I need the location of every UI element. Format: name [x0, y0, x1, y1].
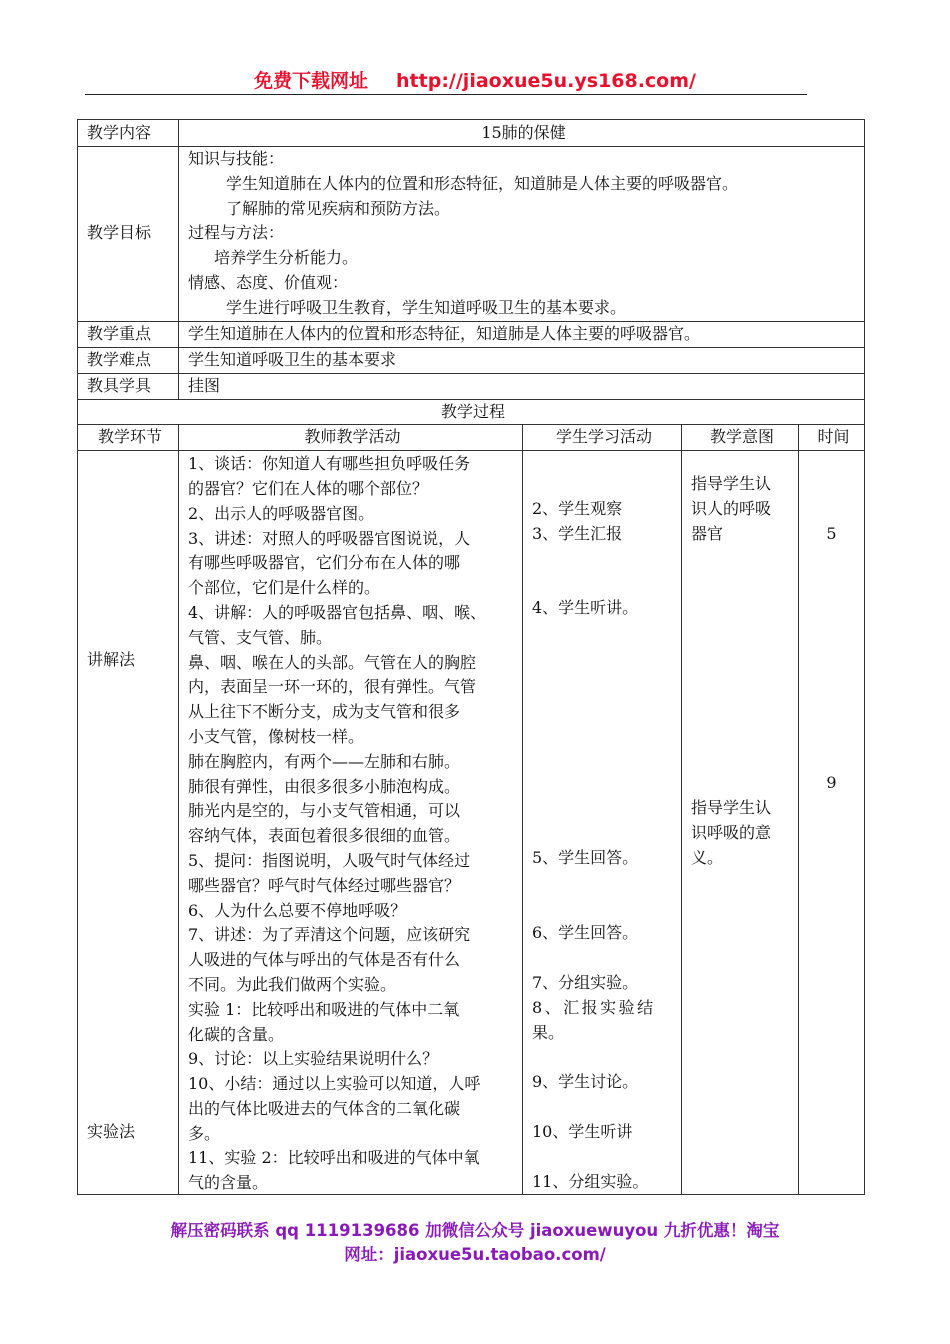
emotion-title: 情感、态度、价值观：: [188, 272, 349, 292]
intent-line: 识人的呼吸: [691, 499, 772, 519]
col-header-time: 时间: [799, 425, 865, 451]
tools-label: 教具学具: [78, 373, 179, 399]
teacher-line: 肺在胸腔内，有两个——左肺和右肺。: [188, 751, 461, 771]
knowledge-line-2: 了解肺的常见疾病和预防方法。: [226, 198, 451, 218]
teacher-line: 4、讲解：人的呼吸器官包括鼻、咽、喉、: [188, 602, 487, 622]
phase-cell: [78, 451, 179, 1195]
tools-text: 挂图: [179, 373, 865, 399]
time-value: 5: [826, 524, 837, 544]
difficulty-text: 学生知道呼吸卫生的基本要求: [179, 347, 865, 373]
time-value: 9: [826, 773, 837, 793]
student-item: 10、学生听讲: [532, 1122, 633, 1142]
intent-line: 指导学生认: [691, 798, 772, 818]
student-item: 6、学生回答。: [532, 923, 639, 943]
intent-line: 器官: [691, 524, 724, 544]
emotion-line-1: 学生进行呼吸卫生教育，学生知道呼吸卫生的基本要求。: [226, 297, 627, 317]
teacher-line: 2、出示人的呼吸器官图。: [188, 503, 375, 523]
student-item: 8、汇报实验结: [532, 998, 656, 1018]
knowledge-title: 知识与技能：: [188, 149, 285, 168]
intent-cell: [682, 451, 799, 1195]
phase-lecture: 讲解法: [87, 650, 136, 670]
col-header-intent: 教学意图: [682, 425, 799, 451]
download-banner: [0, 66, 950, 93]
process-line-1: 培养学生分析能力。: [214, 248, 359, 268]
tools-row: [78, 373, 865, 399]
student-item: 11、分组实验。: [532, 1172, 649, 1192]
focus-label: 教学重点: [78, 321, 179, 347]
teacher-line: 容纳气体，表面包着很多很细的血管。: [188, 826, 461, 846]
lesson-title: 15肺的保健: [179, 120, 865, 147]
student-item: 7、分组实验。: [532, 973, 639, 993]
teacher-line: 出的气体比吸进去的气体含的二氧化碳: [188, 1098, 461, 1118]
col-header-teacher: 教师教学活动: [179, 425, 523, 451]
col-header-student: 学生学习活动: [523, 425, 682, 451]
student-item: 3、学生汇报: [532, 524, 623, 544]
phase-experiment: 实验法: [87, 1122, 136, 1142]
teacher-line: 3、讲述：对照人的呼吸器官图说说，人: [188, 528, 471, 548]
goals-cell: [179, 147, 865, 322]
teacher-line: 鼻、咽、喉在人的头部。气管在人的胸腔: [188, 652, 477, 672]
goals-label: 教学目标: [78, 147, 179, 322]
student-item: 果。: [532, 1023, 565, 1043]
teacher-line: 肺很有弹性，由很多很多小肺泡构成。: [188, 776, 461, 796]
process-title: 过程与方法：: [188, 223, 285, 243]
teacher-line: 的器官？它们在人体的哪个部位？: [188, 478, 429, 498]
teacher-line: 小支气管，像树枝一样。: [188, 726, 365, 746]
teacher-line: 10、小结：通过以上实验可以知道，人呼: [188, 1074, 481, 1094]
teacher-line: 9、讨论：以上实验结果说明什么？: [188, 1049, 439, 1069]
download-label: 免费下载网址: [254, 70, 369, 92]
knowledge-line-1: 学生知道肺在人体内的位置和形态特征，知道肺是人体主要的呼吸器官。: [226, 173, 739, 193]
time-cell: [799, 451, 865, 1195]
student-item: 9、学生讨论。: [532, 1072, 639, 1092]
footer-promo: [0, 1219, 950, 1267]
teacher-activity: [188, 452, 517, 1196]
teacher-line: 个部位，它们是什么样的。: [188, 578, 381, 598]
student-cell: [523, 451, 682, 1195]
teacher-line: 有哪些呼吸器官，它们分布在人体的哪: [188, 553, 461, 573]
teacher-line: 实验 1：比较呼出和吸进的气体中二氧: [188, 999, 460, 1019]
intent-line: 义。: [691, 848, 724, 868]
teacher-line: 11、实验 2：比较呼出和吸进的气体中氧: [188, 1148, 480, 1168]
teacher-cell: [179, 451, 523, 1195]
intent-line: 指导学生认: [691, 474, 772, 494]
focus-row: [78, 321, 865, 347]
teacher-line: 不同。为此我们做两个实验。: [188, 974, 397, 994]
download-url-link[interactable]: http://jiaoxue5u.ys168.com/: [396, 70, 696, 92]
teacher-line: 气的含量。: [188, 1173, 269, 1193]
content-label: 教学内容: [78, 120, 179, 147]
student-item: 4、学生听讲。: [532, 598, 639, 618]
process-heading: 教学过程: [78, 399, 865, 425]
footer-line-2: 网址：jiaoxue5u.taobao.com/: [344, 1245, 606, 1264]
teacher-line: 人吸进的气体与呼出的气体是否有什么: [188, 950, 461, 970]
teacher-line: 化碳的含量。: [188, 1024, 285, 1044]
column-header-row: [78, 425, 865, 451]
difficulty-label: 教学难点: [78, 347, 179, 373]
teacher-line: 哪些器官？呼气时气体经过哪些器官？: [188, 875, 461, 895]
teacher-line: 1、谈话：你知道人有哪些担负呼吸任务: [188, 454, 471, 474]
student-item: 5、学生回答。: [532, 848, 639, 868]
difficulty-row: [78, 347, 865, 373]
teacher-line: 7、讲述：为了弄清这个问题，应该研究: [188, 925, 471, 945]
col-header-phase: 教学环节: [78, 425, 179, 451]
process-body-row: [78, 451, 865, 1195]
teacher-line: 气管、支气管、肺。: [188, 627, 333, 647]
lesson-plan-table: [77, 119, 865, 1195]
teacher-line: 多。: [188, 1123, 221, 1143]
student-item: 2、学生观察: [532, 499, 623, 519]
intent-line: 识呼吸的意: [691, 823, 772, 843]
teacher-line: 从上往下不断分支，成为支气管和很多: [188, 702, 461, 722]
footer-line-1: 解压密码联系 qq 1119139686 加微信公众号 jiaoxuewuyou 九折优惠！淘宝: [170, 1221, 780, 1240]
content-row: [78, 120, 865, 147]
goals-row: [78, 147, 865, 322]
teacher-line: 内，表面呈一环一环的，很有弹性。气管: [188, 677, 477, 697]
teacher-line: 肺光内是空的，与小支气管相通，可以: [188, 801, 461, 821]
process-heading-row: [78, 399, 865, 425]
focus-text: 学生知道肺在人体内的位置和形态特征，知道肺是人体主要的呼吸器官。: [179, 321, 865, 347]
teacher-line: 6、人为什么总要不停地呼吸？: [188, 900, 407, 920]
teacher-line: 5、提问：指图说明，人吸气时气体经过: [188, 850, 471, 870]
header-divider: [85, 94, 807, 95]
